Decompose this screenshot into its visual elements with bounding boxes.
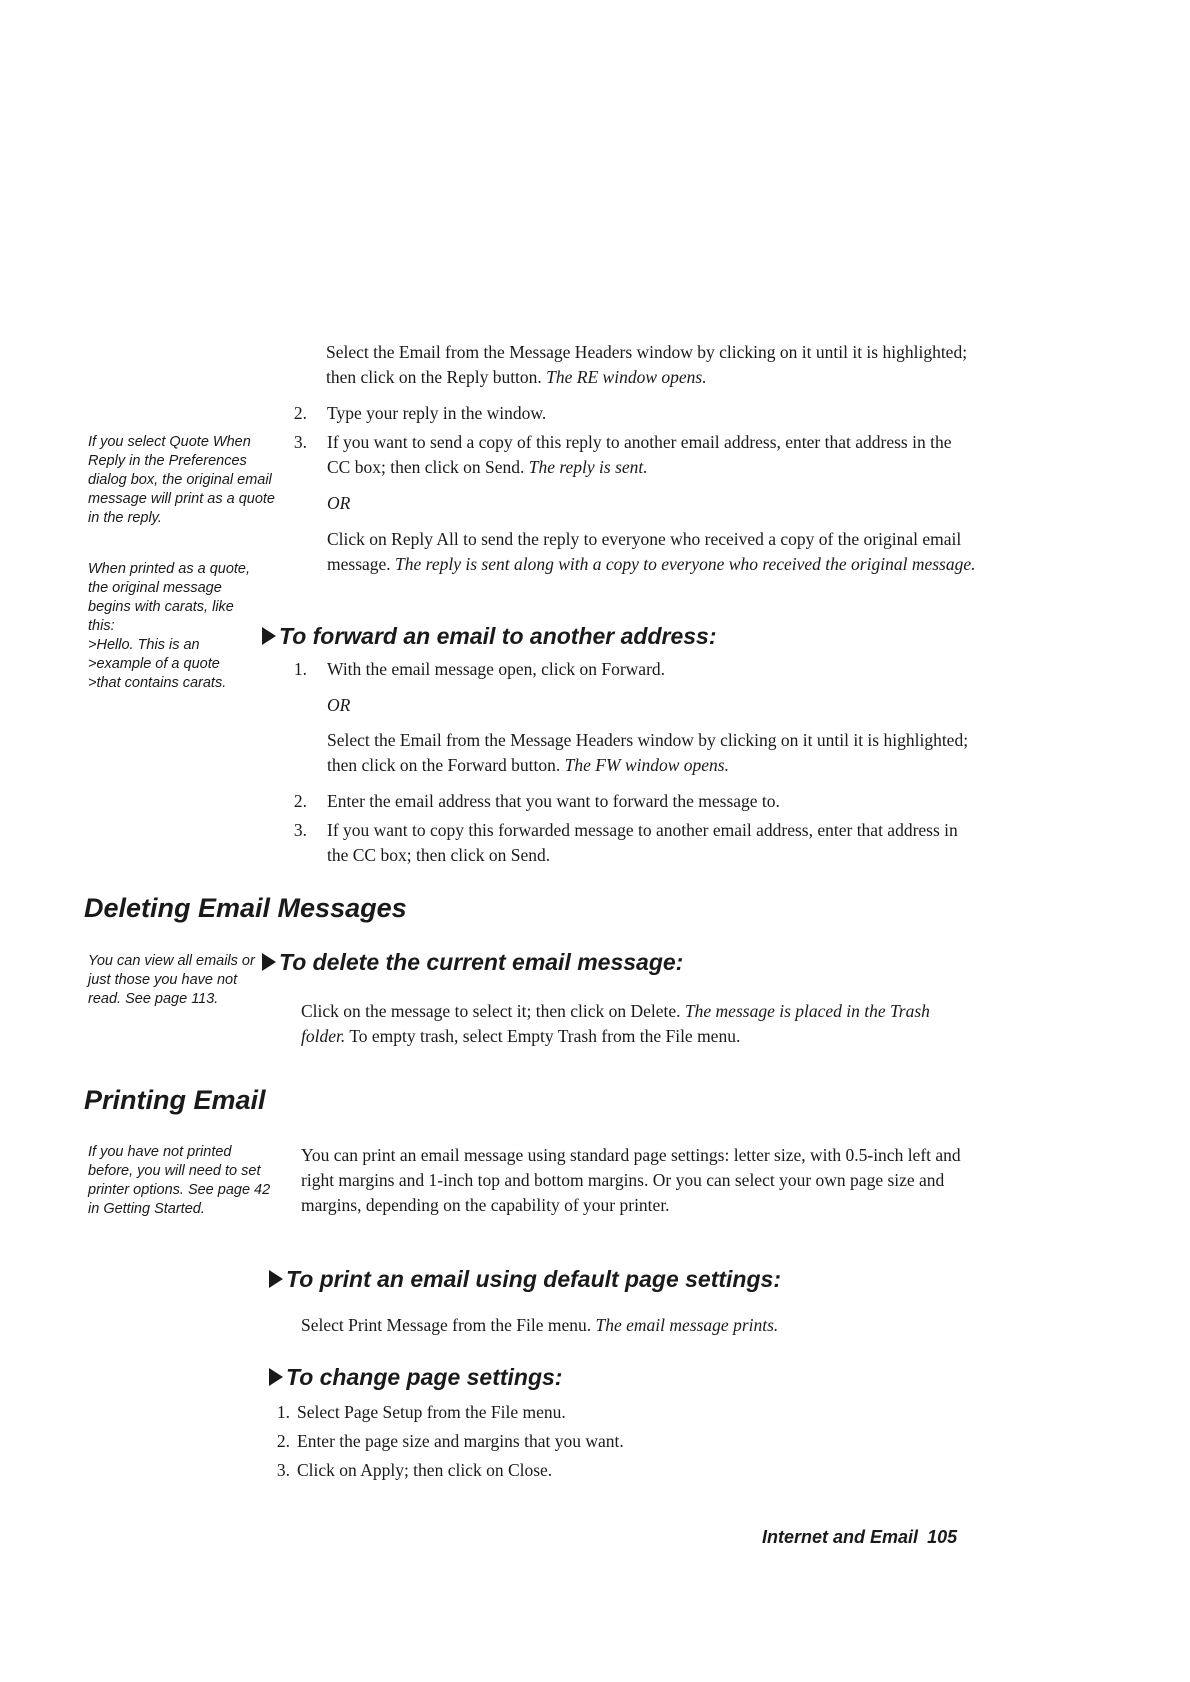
print-default-heading: To print an email using default page settings: — [269, 1266, 781, 1293]
arrow-icon — [269, 1368, 283, 1386]
page-number: 105 — [927, 1527, 958, 1547]
delete-result: The message is placed in the Trash folder. — [301, 1001, 930, 1046]
side-note-view: You can view all emails or just those you have not read. See page 113. — [88, 953, 255, 1007]
step-number: 3. — [276, 1460, 290, 1480]
step-text: Type your reply in the window. — [327, 403, 547, 423]
print-default-paragraph: Select Print Message from the File menu. The email message prints. — [301, 1315, 779, 1335]
step-text: Enter the page size and margins that you want. — [297, 1431, 624, 1451]
step-number: 2. — [276, 1431, 290, 1451]
step-number: 1. — [276, 1402, 290, 1422]
step-number: 2. — [293, 403, 307, 423]
step-result: The reply is sent. — [528, 457, 648, 477]
step-text: Click on Apply; then click on Close. — [297, 1460, 553, 1480]
forward-or: OR — [327, 695, 351, 715]
printing-section-title: Printing Email — [84, 1085, 266, 1115]
reply-or: OR — [327, 493, 351, 513]
forward-heading: To forward an email to another address: — [262, 623, 717, 650]
step-text: With the email message open, click on Forward. — [327, 659, 666, 679]
side-note-quote: If you select Quote When Reply in the Preferences dialog box, the original email message will print as a quote in the reply. — [88, 434, 275, 526]
arrow-icon — [262, 627, 276, 645]
delete-paragraph: Click on the message to select it; then click on Delete. The message is placed in the Trash folder. To empty trash, select Empty Trash from the File menu. — [301, 1001, 930, 1046]
forward-result: The FW window opens. — [564, 755, 729, 775]
side-note-carats: When printed as a quote, the original message begins with carats, like this: >Hello. This is an >example of a quote >that contains carats. — [88, 561, 251, 691]
step-number: 3. — [293, 820, 307, 840]
reply-select-paragraph: Select the Email from the Message Headers window by clicking on it until it is highlighted; then click on the Reply button. The RE window opens. — [326, 342, 968, 387]
step-number: 3. — [293, 432, 307, 452]
side-note-printer: If you have not printed before, you will need to set printer options. See page 42 in Getting Started. — [88, 1144, 271, 1217]
step-text: If you want to copy this forwarded message to another email address, enter that address in the CC box; then click on Send. — [327, 820, 958, 865]
arrow-icon — [262, 953, 276, 971]
forward-select-paragraph: Select the Email from the Message Headers window by clicking on it until it is highlighted; then click on the Forward button. The FW window opens. — [327, 730, 969, 775]
deleting-section-title: Deleting Email Messages — [84, 893, 407, 923]
step-text: If you want to send a copy of this reply to another email address, enter that address in the CC box; then click on Send. — [327, 432, 952, 477]
step-text: Enter the email address that you want to forward the message to. — [327, 791, 780, 811]
printing-intro: You can print an email message using standard page settings: letter size, with 0.5-inch left and right margins and 1-inch top and bottom margins. Or you can select your own page size and margins, depending on the capability of your printer. — [301, 1145, 961, 1215]
arrow-icon — [269, 1270, 283, 1288]
page-footer — [762, 1527, 957, 1548]
print-result: The email message prints. — [595, 1315, 779, 1335]
step-number: 2. — [293, 791, 307, 811]
footer-section: Internet and Email — [762, 1527, 919, 1547]
reply-result: The RE window opens. — [546, 367, 707, 387]
step-number: 1. — [293, 659, 307, 679]
reply-all-result: The reply is sent along with a copy to everyone who received the original message. — [395, 554, 976, 574]
delete-heading: To delete the current email message: — [262, 949, 683, 976]
change-settings-heading: To change page settings: — [269, 1364, 562, 1391]
reply-all-paragraph: Click on Reply All to send the reply to everyone who received a copy of the original email message. The reply is sent along with a copy to everyone who received the original message. — [327, 529, 976, 574]
step-text: Select Page Setup from the File menu. — [297, 1402, 566, 1422]
